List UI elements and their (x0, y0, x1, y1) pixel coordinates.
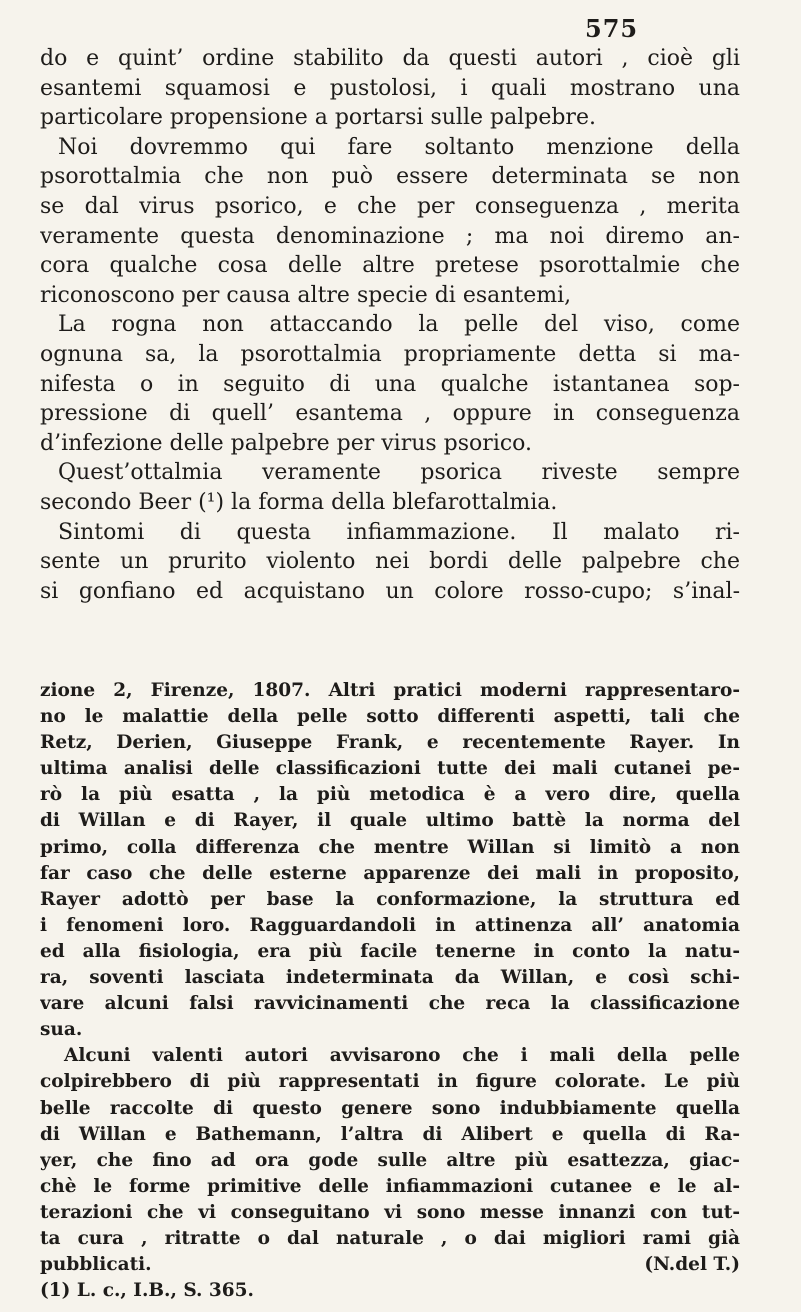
note-line: ultima analisi delle classificazioni tutte dei mali cutanei pe- (40, 758, 740, 780)
text-line: d’infezione delle palpebre per virus psorico. (40, 430, 533, 456)
translator-note-block (40, 678, 740, 1304)
note-line: colpirebbero di più rappresentati in figure colorate. Le più (40, 1071, 740, 1093)
note-closing-text: pubblicati. (40, 1254, 152, 1276)
text-line: secondo Beer (¹) la forma della blefarottalmia. (40, 489, 558, 515)
note-line: sua. (40, 1019, 83, 1041)
note-line: Retz, Derien, Giuseppe Frank, e recentemente Rayer. In (40, 732, 740, 754)
text-line: psorottalmia che non può essere determinata se non (40, 164, 740, 190)
note-line: no le malattie della pelle sotto differenti aspetti, tali che (40, 706, 740, 728)
note-line: di Willan e di Rayer, il quale ultimo battè la norma del (40, 810, 740, 832)
note-line: belle raccolte di questo genere sono indubbiamente quella (40, 1097, 740, 1119)
note-line: rò la più esatta , la più metodica è a vero dire, quella (40, 784, 740, 806)
text-line: Quest’ottalmia veramente psorica riveste sempre (58, 460, 740, 486)
text-line: si gonfiano ed acquistano un colore rosso-cupo; s’inal- (40, 578, 740, 604)
text-line: riconoscono per causa altre specie di esantemi, (40, 282, 572, 308)
text-line: do e quint’ ordine stabilito da questi autori , cioè gli (40, 46, 740, 71)
note-closing-line (40, 1252, 740, 1278)
note-line: zione 2, Firenze, 1807. Altri pratici moderni rappresentaro- (40, 680, 740, 701)
text-line: sente un prurito violento nei bordi delle palpebre che (40, 549, 740, 575)
note-line: di Willan e Bathemann, l’altra di Alibert e quella di Ra- (40, 1123, 740, 1145)
note-line: ra, soventi lasciata indeterminata da Willan, e così schi- (40, 967, 740, 989)
text-line: veramente questa denominazione ; ma noi diremo an- (40, 223, 740, 249)
text-line: ognuna sa, la psorottalmia propriamente detta si ma- (40, 341, 740, 367)
note-line: yer, che fino ad ora gode sulle altre più esattezza, giac- (40, 1149, 740, 1171)
text-line: cora qualche cosa delle altre pretese psorottalmie che (40, 253, 740, 279)
note-line: Rayer adottò per base la conformazione, la struttura ed (40, 888, 740, 910)
note-line: Alcuni valenti autori avvisarono che i mali della pelle (64, 1045, 740, 1067)
note-line: terazioni che vi conseguitano vi sono messe innanzi con tut- (40, 1201, 740, 1223)
note-line: ta cura , ritratte o dal naturale , o dai migliori rami già (40, 1227, 740, 1249)
note-line: vare alcuni falsi ravvicinamenti che reca la classificazione (40, 993, 740, 1015)
text-line: Sintomi di questa infiammazione. Il malato ri- (58, 519, 740, 545)
text-line: pressione di quell’ esantema , oppure in conseguenza (40, 401, 740, 427)
text-line: particolare propensione a portarsi sulle palpebre. (40, 105, 596, 131)
text-line: se dal virus psorico, e che per conseguenza , merita (40, 193, 740, 219)
note-line: chè le forme primitive delle infiammazioni cutanee e le al- (40, 1175, 740, 1197)
text-line: esantemi squamosi e pustolosi, i quali mostrano una (40, 75, 740, 101)
text-line: La rogna non attaccando la pelle del viso, come (58, 312, 740, 338)
main-text-block (40, 44, 740, 606)
note-line: far caso che delle esterne apparenze dei mali in proposito, (40, 862, 740, 884)
footnote: (1) L. c., I.B., S. 365. (40, 1280, 254, 1302)
text-line: Noi dovremmo qui fare soltanto menzione della (58, 134, 740, 160)
note-line: i fenomeni loro. Ragguardandoli in attinenza all’ anatomia (40, 914, 740, 936)
text-line: nifesta o in seguito di una qualche istantanea sop- (40, 371, 740, 397)
note-line: ed alla fisiologia, era più facile tenerne in conto la natu- (40, 940, 740, 962)
note-line: primo, colla differenza che mentre Willan si limitò a non (40, 836, 740, 858)
translator-attribution: (N.del T.) (644, 1254, 740, 1276)
page-number: 575 (585, 14, 639, 43)
